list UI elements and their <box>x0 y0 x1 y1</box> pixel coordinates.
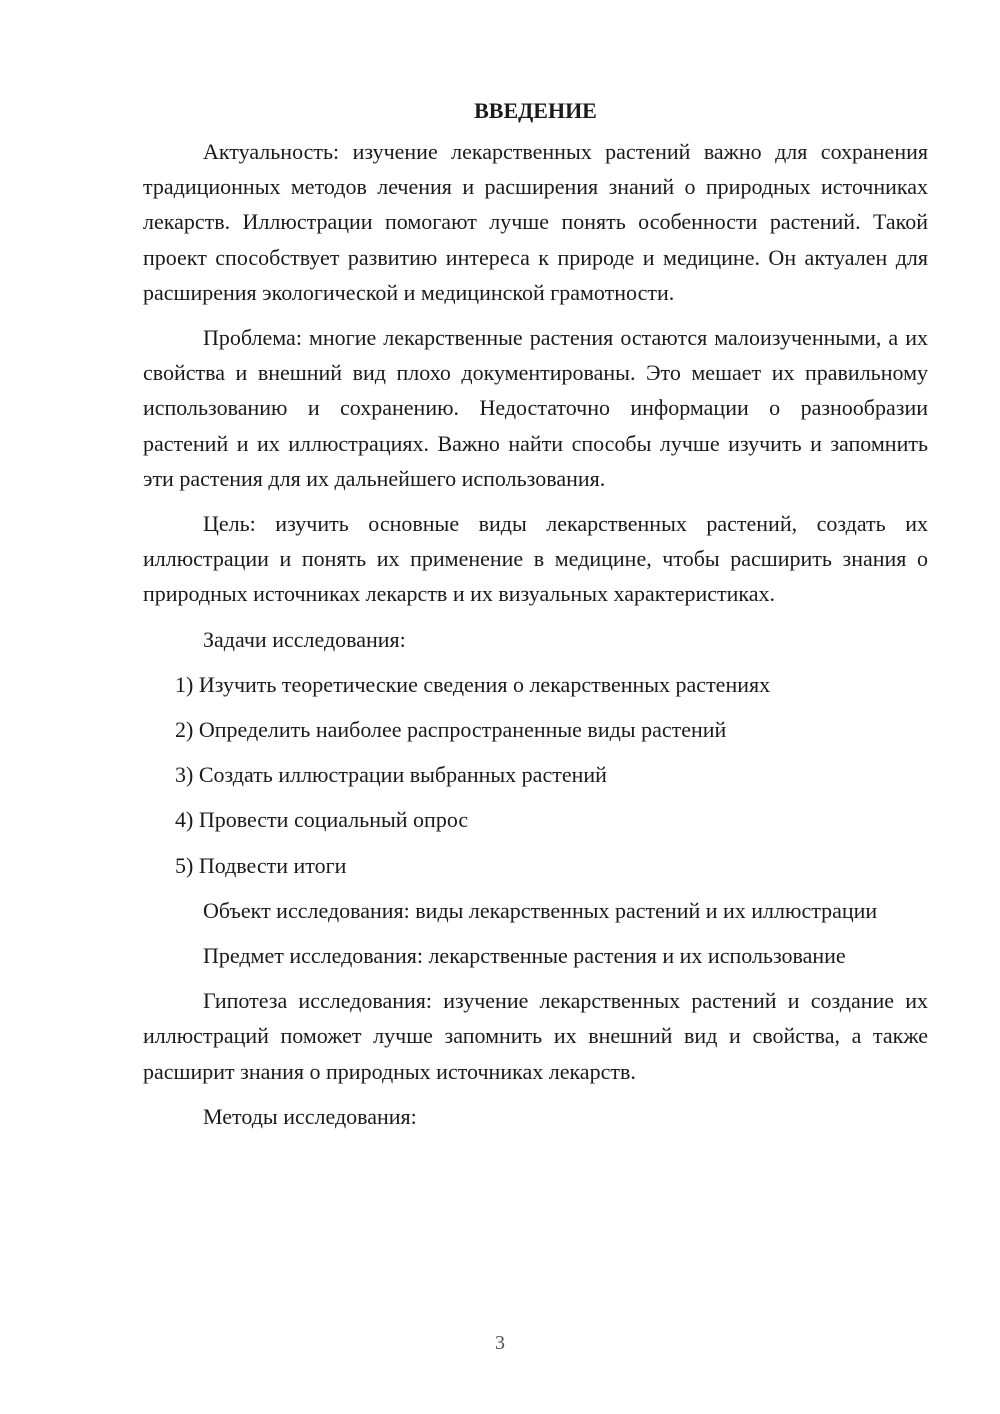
relevance-paragraph: Актуальность: изучение лекарственных растений важно для сохранения традиционных методов лечения и расширения знаний о природных источниках лекарств. Иллюстрации помогают лучше понять особенности растений. Такой проект способствует развитию интереса к природе и медицине. Он актуален для расширения экологической и медицинской грамотности. <box>143 139 928 305</box>
page-content <box>143 94 928 1144</box>
list-item: 3) Создать иллюстрации выбранных растений <box>175 762 607 788</box>
list-item: 4) Провести социальный опрос <box>175 807 469 833</box>
list-item: 5) Подвести итоги <box>175 852 347 878</box>
goal-paragraph: Цель: изучить основные виды лекарственных растений, создать их иллюстрации и понять их применение в медицине, чтобы расширить знания о природных источниках лекарств и их визуальных характеристиках. <box>143 511 928 607</box>
list-item: 2) Определить наиболее распространенные виды растений <box>175 717 727 743</box>
object-paragraph: Объект исследования: виды лекарственных растений и их иллюстрации <box>203 897 878 923</box>
tasks-list <box>143 667 928 883</box>
problem-paragraph: Проблема: многие лекарственные растения остаются малоизученными, а их свойства и внешний вид плохо документированы. Это мешает их правильному использованию и сохранению. Недостаточно информации о разнообразии растений и их иллюстрациях. Важно найти способы лучше изучить и запомнить эти растения для их дальнейшего использования. <box>143 325 928 491</box>
section-title: ВВЕДЕНИЕ <box>474 98 597 123</box>
page-number: 3 <box>495 1332 505 1354</box>
list-item: 1) Изучить теоретические сведения о лекарственных растениях <box>175 671 771 697</box>
hypothesis-paragraph: Гипотеза исследования: изучение лекарственных растений и создание их иллюстраций поможет лучше запомнить их внешний вид и свойства, а также расширит знания о природных источниках лекарств. <box>143 988 928 1084</box>
tasks-heading: Задачи исследования: <box>203 626 406 652</box>
subject-paragraph: Предмет исследования: лекарственные растения и их использование <box>203 943 846 969</box>
methods-heading: Методы исследования: <box>203 1103 417 1129</box>
